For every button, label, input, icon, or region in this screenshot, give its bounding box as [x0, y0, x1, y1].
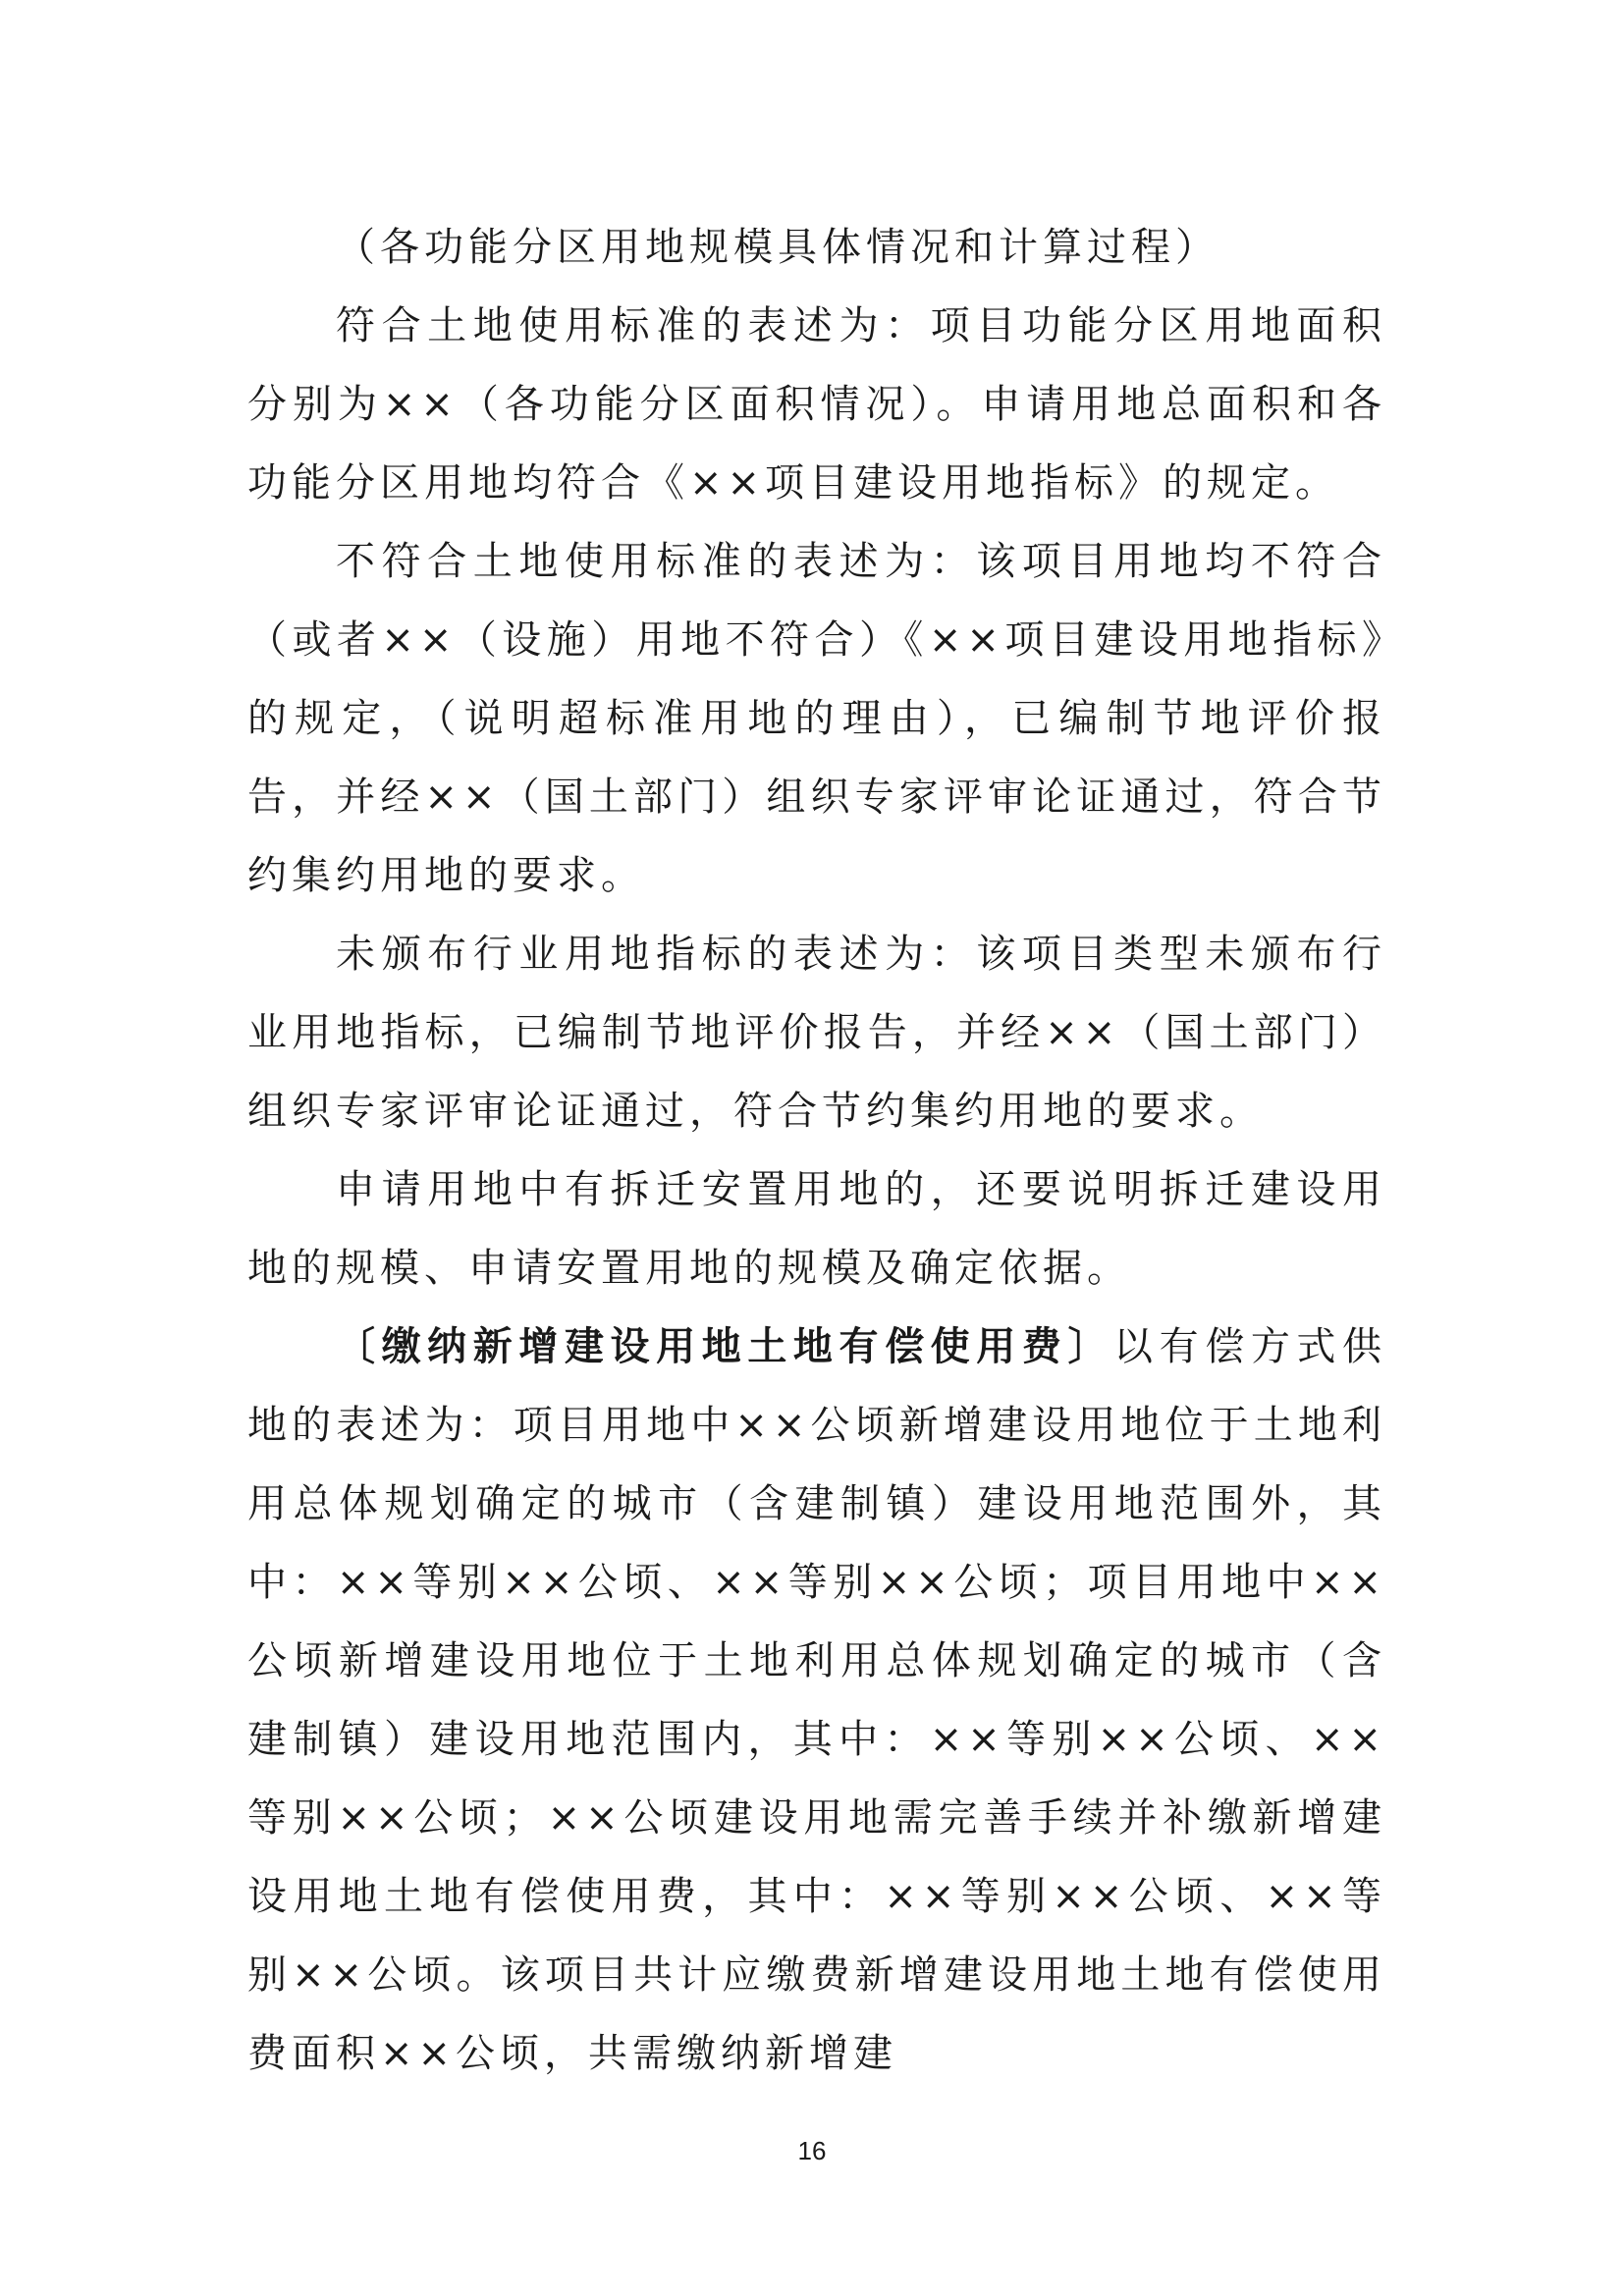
paragraph-text: 以有偿方式供地的表述为：项目用地中××公顷新增建设用地位于土地利用总体规划确定的城市（含建制镇）建设用地范围外，其中：××等别××公顷、××等别××公顷；项目用地中××公顷新增建设用地位于土地利用总体规划确定的城市（含建制镇）建设用地范围内，其中：××等别××公顷、××等别××公顷；××公顷建设用地需完善手续并补缴新增建设用地土地有偿使用费，其中：××等别××公顷、××等别××公顷。该项目共计应缴费新增建设用地土地有偿使用费面积××公顷，共需缴纳新增建 [247, 1324, 1387, 2076]
page-number: 16 [797, 2136, 827, 2165]
paragraph-text: 申请用地中有拆迁安置用地的，还要说明拆迁建设用地的规模、申请安置用地的规模及确定依据。 [247, 1167, 1386, 1291]
paragraph-no-industry-indicator [247, 915, 1386, 1150]
paragraph-relocation-land [247, 1150, 1386, 1308]
section-heading: 〔缴纳新增建设用地土地有偿使用费〕 [336, 1324, 1114, 1369]
paragraph-function-zone-note [247, 208, 1386, 287]
paragraph-text: 未颁布行业用地指标的表述为：该项目类型未颁布行业用地指标，已编制节地评价报告，并经××（国土部门）组织专家评审论证通过，符合节约集约用地的要求。 [247, 932, 1386, 1134]
paragraph-text: 不符合土地使用标准的表述为：该项目用地均不符合（或者××（设施）用地不符合）《××项目建设用地指标》的规定，（说明超标准用地的理由），已编制节地评价报告，并经××（国土部门）组织专家评审论证通过，符合节约集约用地的要求。 [247, 539, 1386, 898]
paragraph-land-use-fee [247, 1308, 1386, 2093]
document-body [247, 208, 1386, 2093]
paragraph-text: 符合土地使用标准的表述为：项目功能分区用地面积分别为××（各功能分区面积情况）。申请用地总面积和各功能分区用地均符合《××项目建设用地指标》的规定。 [247, 303, 1386, 506]
paragraph-compliant-standard [247, 287, 1386, 522]
paragraph-noncompliant-standard [247, 522, 1386, 915]
paragraph-text: （各功能分区用地规模具体情况和计算过程） [336, 225, 1219, 270]
